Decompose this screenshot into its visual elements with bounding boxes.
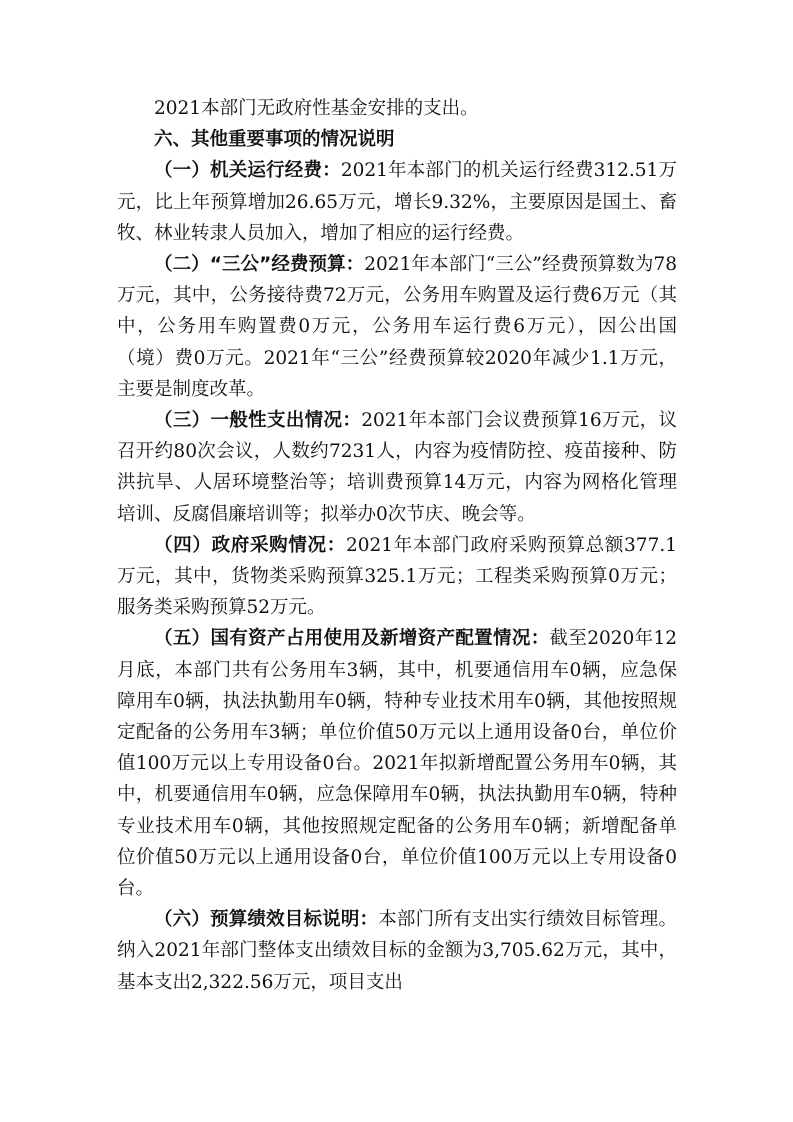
paragraph-general-expenses: [117, 405, 677, 530]
paragraph-heading: （一）机关运行经费：: [154, 160, 341, 182]
paragraph-heading: （五）国有资产占用使用及新增资产配置情况：: [154, 628, 550, 650]
paragraph-state-assets: [117, 623, 677, 904]
paragraph-heading: （四）政府采购情况：: [154, 534, 346, 556]
paragraph-text: 2021年本部门政府采购预算总额377.1万元，其中，货物类采购预算325.1万元；工程类采购预算0万元；服务类采购预算52万元。: [117, 534, 677, 619]
document-page: [117, 93, 677, 998]
intro-paragraph: 2021本部门无政府性基金安排的支出。: [154, 98, 479, 119]
paragraph-text: 2021年本部门“三公”经费预算数为78万元，其中，公务接待费72万元，公务用车购置及运行费6万元（其中，公务用车购置费0万元，公务用车运行费6万元），因公出国（境）费0万元。2021年“三公”经费预算较2020年减少1.1万元，主要是制度改革。: [117, 254, 677, 400]
section-heading: 六、其他重要事项的情况说明: [154, 129, 395, 151]
paragraph-text: 截至2020年12月底，本部门共有公务用车3辆，其中，机要通信用车0辆，应急保障用车0辆，执法执勤用车0辆，特种专业技术用车0辆，其他按照规定配备的公务用车3辆；单位价值50万元以上通用设备0台，单位价值100万元以上专用设备0台。2021年拟新增配置公务用车0辆，其中，机要通信用车0辆，应急保障用车0辆，执法执勤用车0辆，特种专业技术用车0辆，其他按照规定配备的公务用车0辆；新增配备单位价值50万元以上通用设备0台，单位价值100万元以上专用设备0台。: [117, 628, 677, 900]
paragraph-heading: （三）一般性支出情况：: [154, 410, 362, 432]
paragraph-operating-funds: [117, 155, 677, 249]
paragraph-three-public-expenses: [117, 249, 677, 405]
paragraph-performance-goals: [117, 904, 677, 998]
paragraph-government-procurement: [117, 530, 677, 624]
paragraph-text: 2021年本部门的机关运行经费312.51万元，比上年预算增加26.65万元，增长9.32%，主要原因是国土、畜牧、林业转隶人员加入，增加了相应的运行经费。: [117, 160, 677, 244]
paragraph-text: 2021年本部门会议费预算16万元，议召开约80次会议，人数约7231人，内容为疫情防控、疫苗接种、防洪抗旱、人居环境整治等；培训费预算14万元，内容为网格化管理培训、反腐倡廉培训等；拟举办0次节庆、晚会等。: [117, 410, 677, 525]
paragraph-heading: （二）“三公”经费预算：: [154, 254, 365, 276]
paragraph-text: 本部门所有支出实行绩效目标管理。纳入2021年部门整体支出绩效目标的金额为3,705.62万元，其中，基本支出2,322.56万元，项目支出: [117, 909, 677, 993]
paragraph-heading: （六）预算绩效目标说明：: [154, 909, 379, 931]
